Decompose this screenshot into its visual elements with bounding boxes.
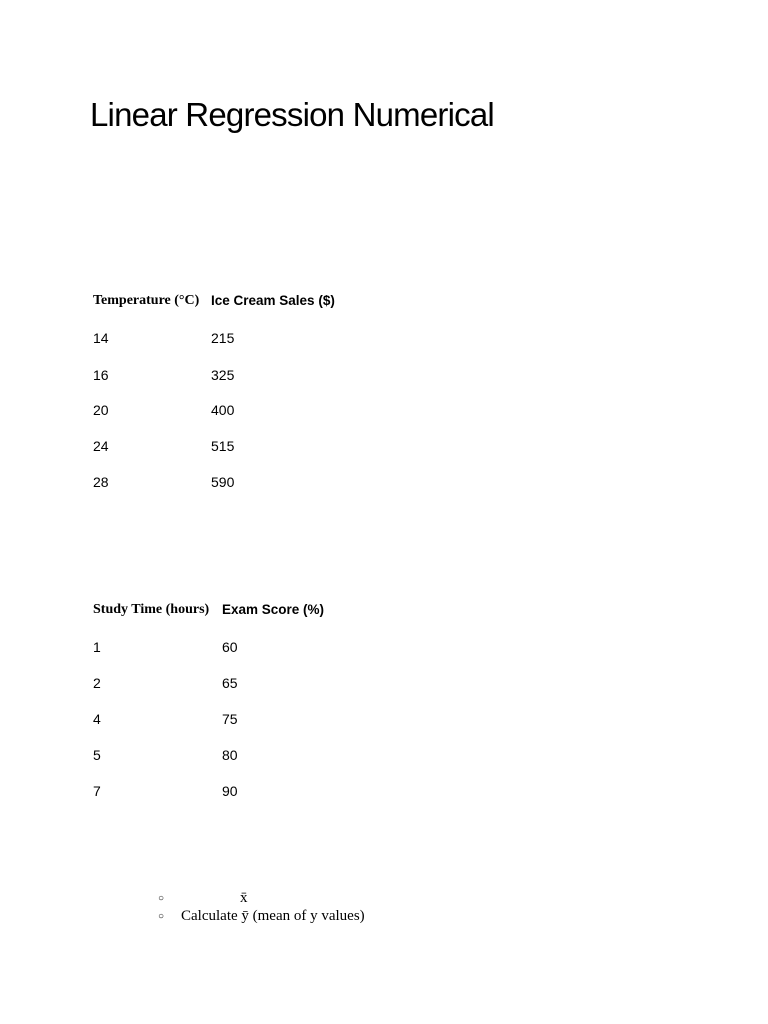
cell-study-time: 7 <box>93 783 101 799</box>
cell-sales: 325 <box>211 367 235 383</box>
circle-bullet-icon: ○ <box>158 911 165 922</box>
cell-temperature: 24 <box>93 438 109 454</box>
cell-study-time: 5 <box>93 747 101 763</box>
cell-study-time: 2 <box>93 675 101 691</box>
document-title: Linear Regression Numerical <box>90 96 494 133</box>
cell-study-time: 4 <box>93 711 101 727</box>
cell-temperature: 28 <box>93 474 109 490</box>
cell-sales: 590 <box>211 474 235 490</box>
column-header-exam-score: Exam Score (%) <box>222 602 325 617</box>
column-header-temperature: Temperature (°C) <box>93 293 200 308</box>
column-header-study-time: Study Time (hours) <box>93 602 210 617</box>
cell-sales: 515 <box>211 438 235 454</box>
list-item-text: Calculate ȳ (mean of y values) <box>181 908 365 924</box>
cell-exam-score: 80 <box>222 747 238 763</box>
cell-exam-score: 90 <box>222 783 238 799</box>
column-header-ice-cream-sales: Ice Cream Sales ($) <box>211 293 335 308</box>
circle-bullet-icon: ○ <box>158 893 165 904</box>
cell-exam-score: 75 <box>222 711 238 727</box>
cell-temperature: 20 <box>93 402 109 418</box>
cell-temperature: 16 <box>93 367 109 383</box>
cell-sales: 215 <box>211 330 235 346</box>
cell-temperature: 14 <box>93 330 109 346</box>
cell-exam-score: 65 <box>222 675 238 691</box>
list-item-text: x̄ <box>240 890 248 906</box>
cell-exam-score: 60 <box>222 639 238 655</box>
cell-study-time: 1 <box>93 639 101 655</box>
cell-sales: 400 <box>211 402 235 418</box>
